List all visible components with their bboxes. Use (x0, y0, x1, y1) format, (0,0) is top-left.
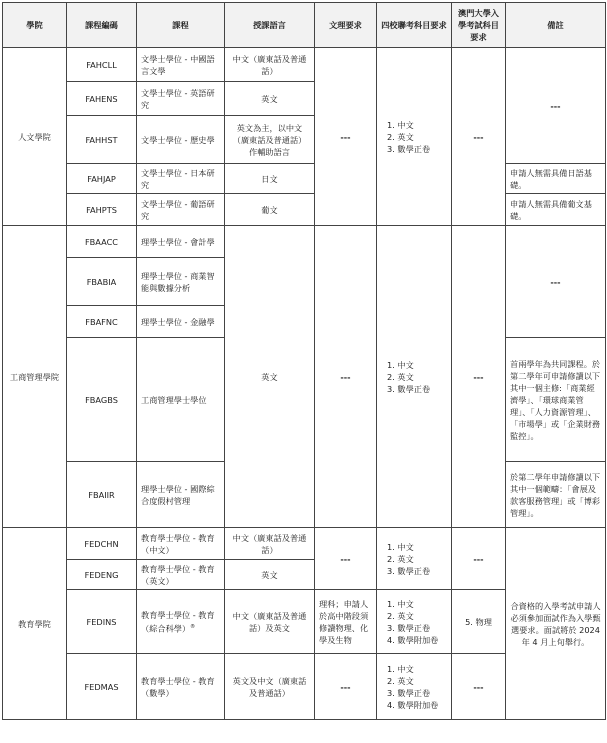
science-requirement: --- (315, 48, 377, 226)
joint-exam-subjects (377, 590, 452, 654)
programme-name: 理學士學位 - 會計學 (137, 226, 225, 258)
programme-name: 理學士學位 - 商業智能與數據分析 (137, 258, 225, 306)
joint-exam-subjects (377, 654, 452, 720)
programme-name: 文學士學位 - 日本研究 (137, 164, 225, 194)
um-exam-subjects: --- (452, 226, 506, 528)
list-item: 3. 數學正卷 (387, 565, 431, 576)
programme-name: 教育學士學位 - 教育（英文） (137, 560, 225, 590)
remarks: 申請人無需具備葡文基礎。 (506, 194, 606, 226)
list-item: 2. 英文 (387, 610, 414, 621)
programme-code: FAHHST (67, 116, 137, 164)
table-row (3, 48, 606, 82)
um-exam-subjects: --- (452, 48, 506, 226)
list-item: 3. 數學正卷 (387, 143, 431, 154)
teaching-language: 英文為主，以中文（廣東話及普通話）作輔助語言 (225, 116, 315, 164)
joint-exam-subjects (377, 48, 452, 226)
science-requirement: 理科；申請人於高中階段須修讀物理、化學及生物 (315, 590, 377, 654)
header-remarks: 備註 (506, 3, 606, 48)
teaching-language: 中文（廣東話及普通話） (225, 48, 315, 82)
list-item: 2. 英文 (387, 371, 414, 382)
header-joint-exam: 四校聯考科目要求 (377, 3, 452, 48)
programme-name: 文學士學位 - 中國語言文學 (137, 48, 225, 82)
header-code: 課程編碼 (67, 3, 137, 48)
joint-exam-subjects (377, 226, 452, 528)
programme-code: FAHCLL (67, 48, 137, 82)
remarks: 申請人無需具備日語基礎。 (506, 164, 606, 194)
programme-code: FEDINS (67, 590, 137, 654)
list-item: 4. 數學附加卷 (387, 699, 439, 710)
programme-code: FAHENS (67, 82, 137, 116)
list-item: 3. 數學正卷 (387, 622, 431, 633)
teaching-language: 英文 (225, 82, 315, 116)
table-row (3, 164, 606, 194)
programme-code: FBAACC (67, 226, 137, 258)
programme-name (137, 590, 225, 654)
programme-code: FBAIIR (67, 462, 137, 528)
programme-name: 文學士學位 - 英語研究 (137, 82, 225, 116)
table-row (3, 194, 606, 226)
programme-name: 理學士學位 - 國際綜合度假村管理 (137, 462, 225, 528)
list-item: 1. 中文 (387, 119, 414, 130)
superscript-mark: ® (190, 623, 196, 630)
remarks: 合資格的入學考試申請人必須參加面試作為入學甄選要求。面試將於 2024 年 4 月上旬舉行。 (506, 528, 606, 720)
faculty-fah: 人文學院 (3, 48, 67, 226)
teaching-language: 葡文 (225, 194, 315, 226)
teaching-language: 英文 (225, 560, 315, 590)
um-exam-subjects: --- (452, 654, 506, 720)
teaching-language: 英文及中文（廣東話及普通話） (225, 654, 315, 720)
list-item: 2. 英文 (387, 675, 414, 686)
teaching-language: 英文 (225, 226, 315, 528)
programme-code: FEDENG (67, 560, 137, 590)
faculty-fed: 教育學院 (3, 528, 67, 720)
list-item: 1. 中文 (387, 663, 414, 674)
programme-name: 教育學士學位 - 教育（中文） (137, 528, 225, 560)
programme-code: FEDMAS (67, 654, 137, 720)
programme-code: FAHJAP (67, 164, 137, 194)
programme-code: FEDCHN (67, 528, 137, 560)
programme-name: 文學士學位 - 葡語研究 (137, 194, 225, 226)
science-requirement: --- (315, 226, 377, 528)
teaching-language: 中文（廣東話及普通話） (225, 528, 315, 560)
list-item: 2. 英文 (387, 553, 414, 564)
um-exam-subjects: 5. 物理 (452, 590, 506, 654)
remarks: 首兩學年為共同課程。於第二學年可申請修讀以下其中一個主修:「商業經濟學」、「環球商業管理」、「人力資源管理」、「市場學」或「企業財務監控」。 (506, 338, 606, 462)
header-science: 文理要求 (315, 3, 377, 48)
list-item: 1. 中文 (387, 598, 414, 609)
science-requirement: --- (315, 528, 377, 590)
teaching-language: 日文 (225, 164, 315, 194)
joint-exam-subjects (377, 528, 452, 590)
header-language: 授課語言 (225, 3, 315, 48)
list-item: 1. 中文 (387, 541, 414, 552)
header-row (3, 3, 606, 48)
um-exam-subjects: --- (452, 528, 506, 590)
list-item: 3. 數學正卷 (387, 687, 431, 698)
programme-name: 教育學士學位 - 教育（數學） (137, 654, 225, 720)
list-item: 3. 數學正卷 (387, 383, 431, 394)
programme-name: 文學士學位 - 歷史學 (137, 116, 225, 164)
programme-code: FBABIA (67, 258, 137, 306)
header-faculty: 學院 (3, 3, 67, 48)
faculty-fba: 工商管理學院 (3, 226, 67, 528)
science-requirement: --- (315, 654, 377, 720)
list-item: 1. 中文 (387, 359, 414, 370)
remarks: --- (506, 226, 606, 338)
header-programme: 課程 (137, 3, 225, 48)
programme-code: FBAFNC (67, 306, 137, 338)
remarks: --- (506, 48, 606, 164)
programme-name: 理學士學位 - 金融學 (137, 306, 225, 338)
programme-code: FBAGBS (67, 338, 137, 462)
remarks: 於第二學年申請修讀以下其中一個範疇：「會展及款客服務管理」或「博彩管理」。 (506, 462, 606, 528)
header-um-exam: 澳門大學入學考試科目要求 (452, 3, 506, 48)
admission-requirements-table (2, 2, 606, 720)
programme-code: FAHPTS (67, 194, 137, 226)
list-item: 2. 英文 (387, 131, 414, 142)
table-row (3, 226, 606, 258)
list-item: 4. 數學附加卷 (387, 634, 439, 645)
programme-name-text: 教育學士學位 - 教育（綜合科學） (141, 609, 215, 634)
table-row (3, 528, 606, 560)
teaching-language: 中文（廣東話及普通話）及英文 (225, 590, 315, 654)
programme-name: 工商管理學士學位 (137, 338, 225, 462)
